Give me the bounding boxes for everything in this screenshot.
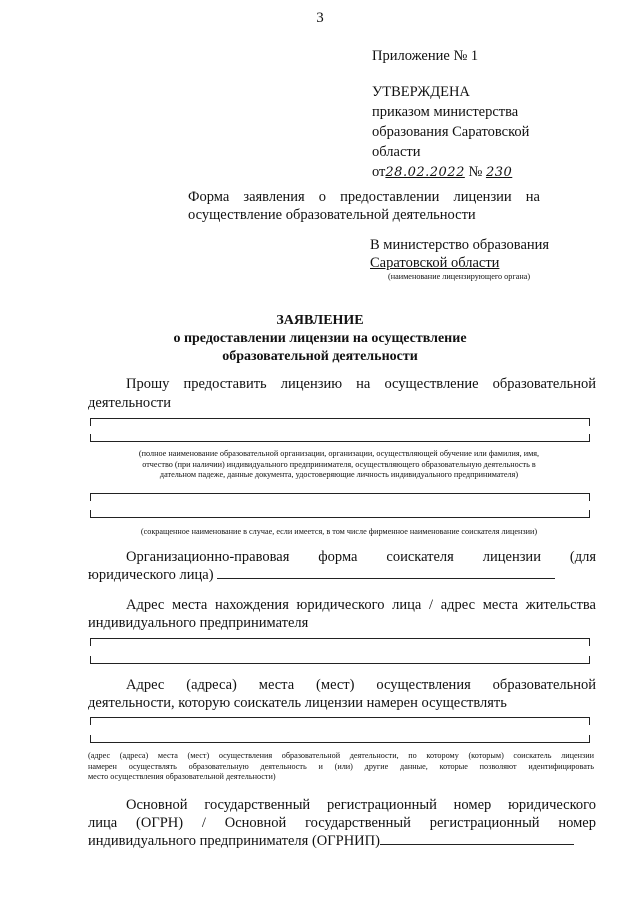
note-full-name-line-3: дательном падеже, данные документа, удостоверяющие личность индивидуального предпринимателя) [159,470,519,479]
addressee-line-1: В министерство образования [370,237,550,253]
addressee-block [370,236,549,283]
request-text: Прошу предоставить лицензию на осуществление образовательной деятельности [88,376,596,411]
note-activity-line-1: (адрес (адреса) места (мест) осуществления образовательной деятельности, по которому (которым) соискатель лицензии [88,751,594,760]
approval-date-handwritten: 28.02.2022 [385,165,465,180]
note-activity-line-3: место осуществления образовательной деятельности) [88,772,276,781]
approval-number-sign: № [468,164,483,180]
approval-line-1: приказом министерства [372,104,519,120]
approval-line-2: образования Саратовской [372,124,530,140]
approval-date-line [372,162,529,183]
org-form-line-1: Организационно-правовая форма соискателя лицензии (для [126,549,596,565]
activity-address-line-1: Адрес (адреса) места (мест) осуществления образовательной [126,677,596,693]
ogrn-line-2: лица (ОГРН) / Основной государственный регистрационный номер [88,815,596,831]
org-form-line-2: юридического лица) [88,567,214,583]
note-activity-line-2: намерен осуществлять образовательную деятельность и (или) другие данные, которые позволяют идентифицировать [88,761,594,771]
note-activity [88,751,594,783]
heading-subtitle-2: образовательной деятельности [222,349,418,364]
note-full-name [90,449,588,481]
approval-from: от [372,164,386,180]
note-full-name-line-1: (полное наименование образовательной организации, организации, осуществляющей обучение или фамилия, имя, [138,449,540,458]
approval-number-handwritten: 230 [485,165,513,180]
ogrn-line-3: индивидуального предпринимателя (ОГРНИП) [88,833,380,849]
page-number: 3 [316,10,324,26]
appendix-label: Приложение № 1 [372,48,479,64]
field-full-name-top[interactable] [90,418,590,426]
note-full-name-line-2: отчество (при наличии) индивидуального предпринимателя, осуществляющего образовательную деятельность в [142,459,536,469]
ogrn-line-1: Основной государственный регистрационный номер юридического [126,797,596,813]
form-title: Форма заявления о предоставлении лицензии на осуществление образовательной деятельности [188,189,540,223]
activity-address-line-2: деятельности, которую соискатель лицензии намерен осуществлять [88,695,507,711]
field-full-name-bottom[interactable] [90,434,590,442]
approval-line-3: области [372,144,421,160]
org-form-line-2-wrap [88,566,596,585]
note-short-name: (сокращенное наименование в случае, если имеется, в том числе фирменное наименование соискателя лицензии) [140,527,538,536]
addressee-line-2: Саратовской области [370,255,500,271]
approval-block [372,82,529,183]
field-short-name-bottom[interactable] [90,510,590,518]
address-line-2: индивидуального предпринимателя [88,615,309,631]
addressee-caption: (наименование лицензирующего органа) [388,272,531,281]
field-activity-address-top[interactable] [90,717,590,725]
heading-subtitle-1: о предоставлении лицензии на осуществление [173,331,467,346]
ogrn-field[interactable] [380,832,574,845]
field-address-top[interactable] [90,638,590,646]
field-address-bottom[interactable] [90,656,590,664]
field-short-name-top[interactable] [90,493,590,501]
org-form-field[interactable] [217,566,555,579]
heading-title: ЗАЯВЛЕНИЕ [276,313,364,328]
address-line-1: Адрес места нахождения юридического лица / адрес места жительства [126,597,596,613]
approval-word: УТВЕРЖДЕНА [372,84,470,100]
ogrn-line-3-wrap [88,832,596,851]
field-activity-address-bottom[interactable] [90,735,590,743]
